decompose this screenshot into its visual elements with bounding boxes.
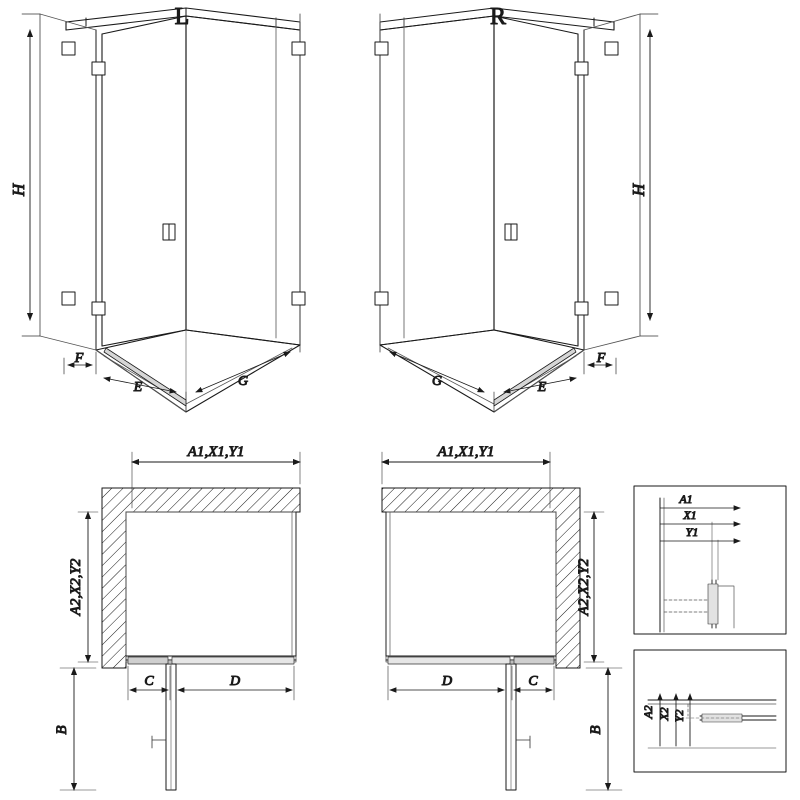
label-c-right: C (528, 674, 538, 689)
label-d-right: D (441, 674, 453, 689)
label-top-dim-right: A1,X1,Y1 (437, 444, 495, 460)
label-top-dim-left: A1,X1,Y1 (187, 444, 245, 460)
view-r-3d (375, 4, 658, 412)
label-detail-a1: A1 (679, 492, 693, 506)
label-detail-y2: Y2 (672, 709, 686, 723)
label-detail-x1: X1 (683, 508, 697, 522)
label-detail-x2: X2 (657, 707, 671, 721)
label-b-right: B (588, 725, 604, 735)
label-height-right: H (629, 183, 648, 197)
label-d-left: D (229, 674, 241, 689)
label-view-l: L (174, 4, 190, 30)
label-f-right: F (596, 351, 606, 366)
detail-width-dimensions (634, 486, 786, 634)
label-detail-y1: Y1 (685, 525, 699, 539)
label-g-right: G (431, 374, 443, 389)
label-view-r: R (489, 4, 507, 30)
label-c-left: C (144, 674, 154, 689)
view-l-3d (9, 4, 305, 412)
view-l-plan (54, 444, 300, 790)
label-e-left: E (133, 380, 143, 395)
detail-depth-dimensions (634, 650, 786, 772)
label-g-left: G (237, 374, 249, 389)
label-height-left: H (9, 183, 28, 197)
label-b-left: B (54, 725, 70, 735)
label-side-dim-left: A2,X2,Y2 (68, 558, 84, 616)
label-f-left: F (74, 351, 84, 366)
view-r-plan (382, 444, 622, 790)
label-e-right: E (537, 380, 547, 395)
label-side-dim-right: A2,X2,Y2 (576, 558, 592, 616)
label-detail-a2: A2 (641, 705, 655, 719)
